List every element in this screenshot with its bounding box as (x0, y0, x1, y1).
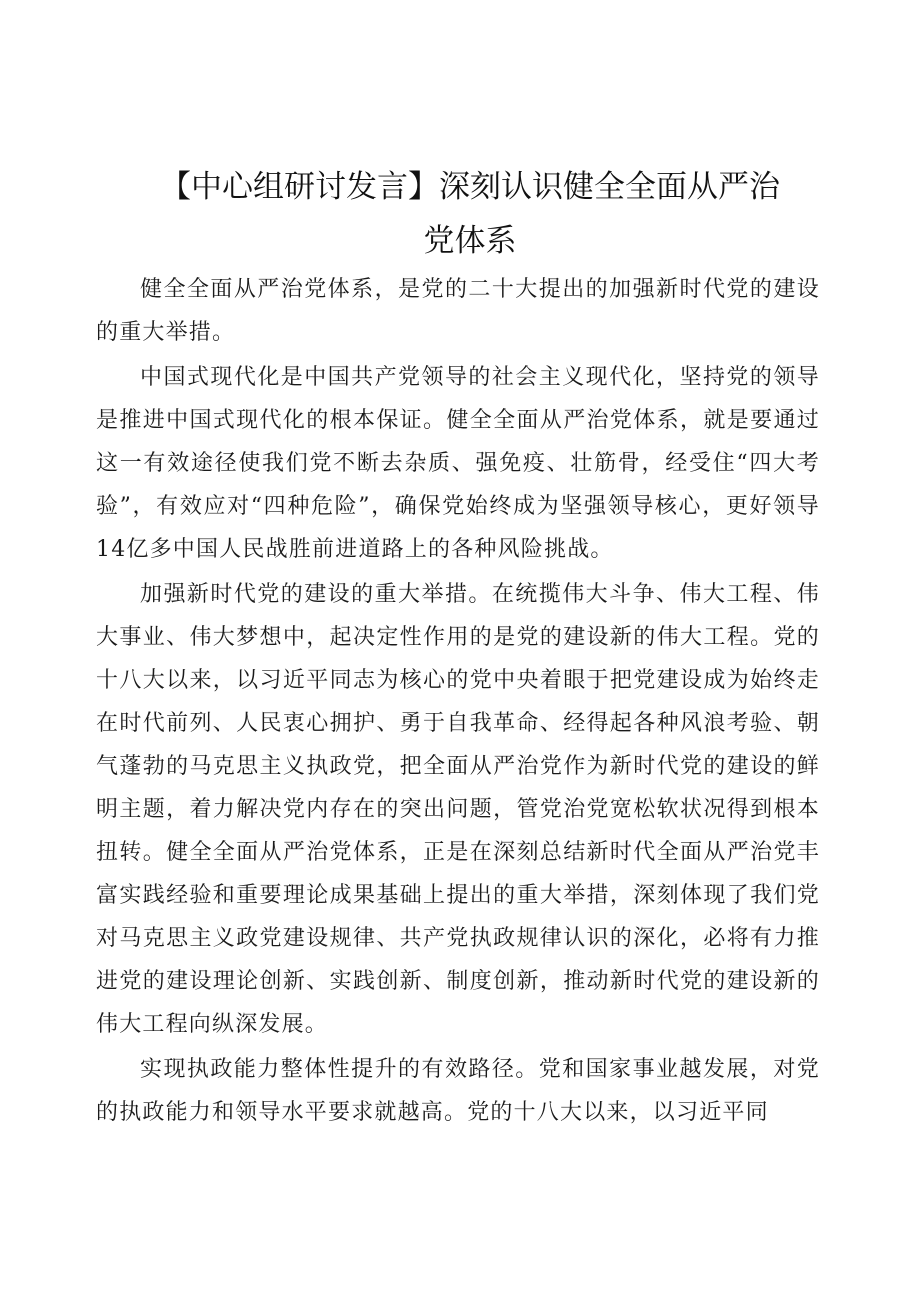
title-line-2: 党体系 (423, 223, 517, 259)
paragraph-intro: 健全全面从严治党体系，是党的二十大提出的加强新时代党的建设的重大举措。 (96, 277, 820, 345)
paragraph-chinese-modernization: 中国式现代化是中国共产党领导的社会主义现代化，坚持党的领导是推进中国式现代化的根本保证。健全全面从严治党体系，就是要通过这一有效途径使我们党不断去杂质、强免疫、壮筋骨，经受住“四大考验”，有效应对“四种危险”，确保党始终成为坚强领导核心，更好领导14亿多中国人民战胜前进道路上的各种风险挑战。 (96, 365, 820, 562)
title-line-1: 【中心组研讨发言】深刻认识健全全面从严治 (160, 169, 780, 205)
paragraph-governing-capacity: 实现执政能力整体性提升的有效路径。党和国家事业越发展，对党的执政能力和领导水平要求就越高。党的十八大以来，以习近平同 (96, 1057, 820, 1125)
document-body (96, 268, 820, 1134)
page-title (120, 160, 820, 268)
paragraph-party-building: 加强新时代党的建设的重大举措。在统揽伟大斗争、伟大工程、伟大事业、伟大梦想中，起决定性作用的是党的建设新的伟大工程。党的十八大以来，以习近平同志为核心的党中央着眼于把党建设成为始终走在时代前列、人民衷心拥护、勇于自我革命、经得起各种风浪考验、朝气蓬勃的马克思主义执政党，把全面从严治党作为新时代党的建设的鲜明主题，着力解决党内存在的突出问题，管党治党宽松软状况得到根本扭转。健全全面从严治党体系，正是在深刻总结新时代全面从严治党丰富实践经验和重要理论成果基础上提出的重大举措，深刻体现了我们党对马克思主义政党建设规律、共产党执政规律认识的深化，必将有力推进党的建设理论创新、实践创新、制度创新，推动新时代党的建设新的伟大工程向纵深发展。 (96, 582, 820, 1037)
